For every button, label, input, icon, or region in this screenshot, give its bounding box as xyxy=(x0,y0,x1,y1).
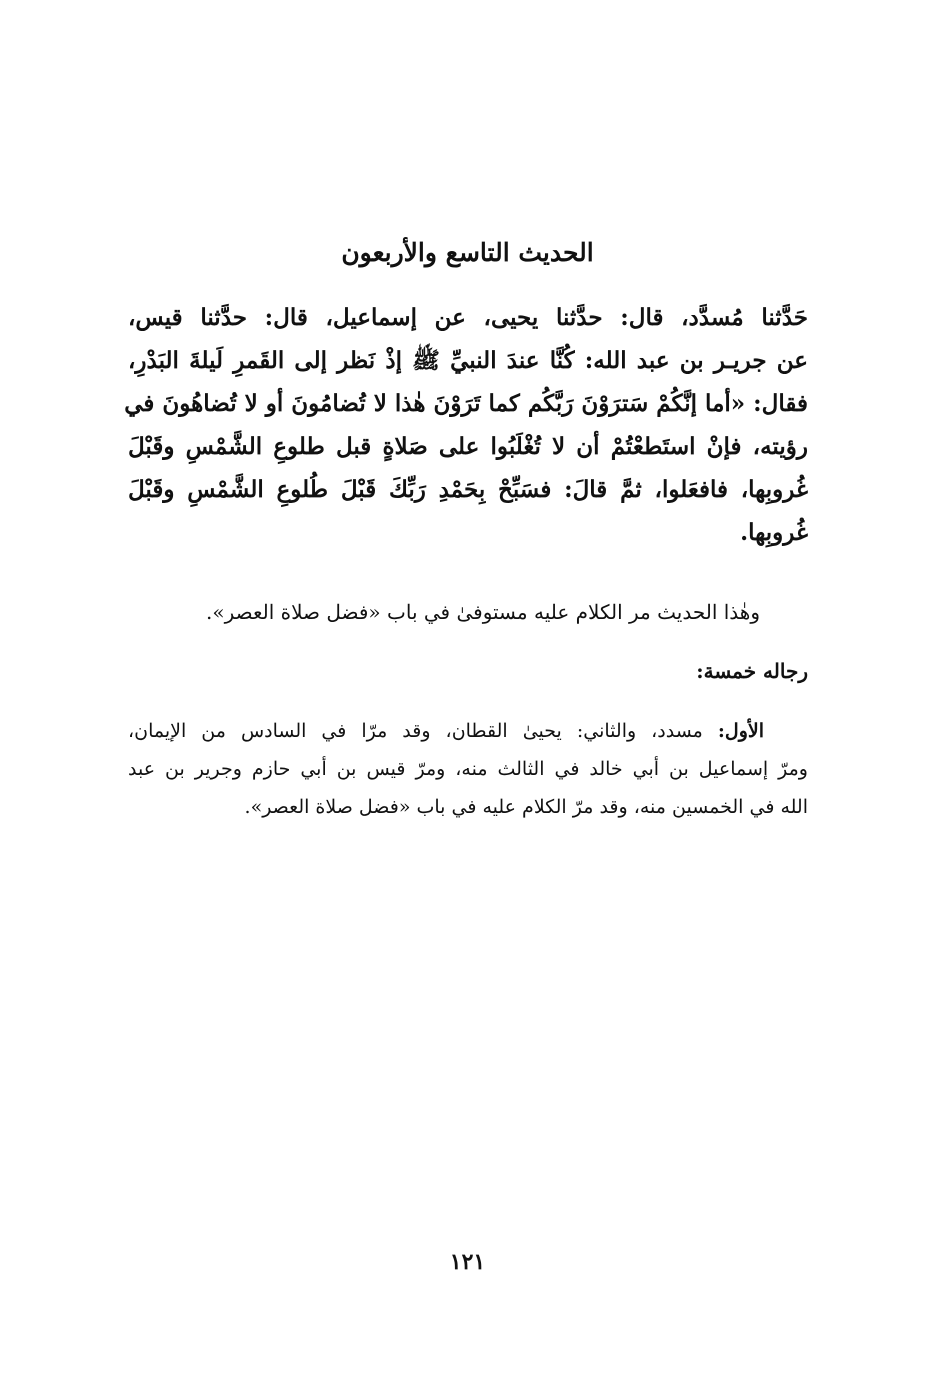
commentary-note: وهٰذا الحديث مر الكلام عليه مستوفىٰ في باب «فضل صلاة العصر». xyxy=(206,600,760,624)
hadith-line: غُروبِها. xyxy=(740,519,808,546)
narrators-heading: رجاله خمسة: xyxy=(696,659,808,683)
narrators-line: الله في الخمسين منه، وقد مرّ الكلام عليه في باب «فضل صلاة العصر». xyxy=(244,796,808,818)
hadith-text xyxy=(124,296,808,554)
hadith-line: حَدَّثنا مُسدَّد، قال: حدَّثنا يحيى، عن إسماعيل، قال: حدَّثنا قيس، xyxy=(128,304,808,331)
page-number: ١٢١ xyxy=(449,1249,486,1275)
narrators-lead: الأول: xyxy=(717,720,764,742)
narrators-line-text: مسدد، والثاني: يحيىٰ القطان، وقد مرّا في السادس من الإيمان، xyxy=(128,720,718,742)
narrators-line: ومرّ إسماعيل بن أبي خالد في الثالث منه، ومرّ قيس بن أبي حازم وجرير بن عبد xyxy=(128,758,808,780)
hadith-line: فقال: «أما إنَّكُمْ سَترَوْنَ رَبَّكُم كما تَرَوْنَ هٰذا لا تُضامُونَ أو لا تُضاهُونَ في xyxy=(124,390,808,417)
narrators-line xyxy=(128,712,808,750)
hadith-line: رؤيته، فإنْ استَطعْتُمْ أن لا تُغْلَبُوا على صَلاةٍ قبل طلوعِ الشَّمْسِ وقَبْلَ xyxy=(128,433,808,460)
hadith-line: غُروبِها، فافعَلوا، ثمَّ قالَ: فسَبِّحْ بِحَمْدِ رَبِّكَ قَبْلَ طُلوعِ الشَّمْسِ وقَبْلَ xyxy=(128,476,808,503)
hadith-title: الحديث التاسع والأربعون xyxy=(341,238,594,267)
hadith-line: عن جريـر بن عبد الله: كُنَّا عندَ النبيِّ ﷺ إذْ نَظر إلى القَمرِ لَيلةَ البَدْرِ، xyxy=(128,347,808,374)
narrators-paragraph xyxy=(128,712,808,826)
